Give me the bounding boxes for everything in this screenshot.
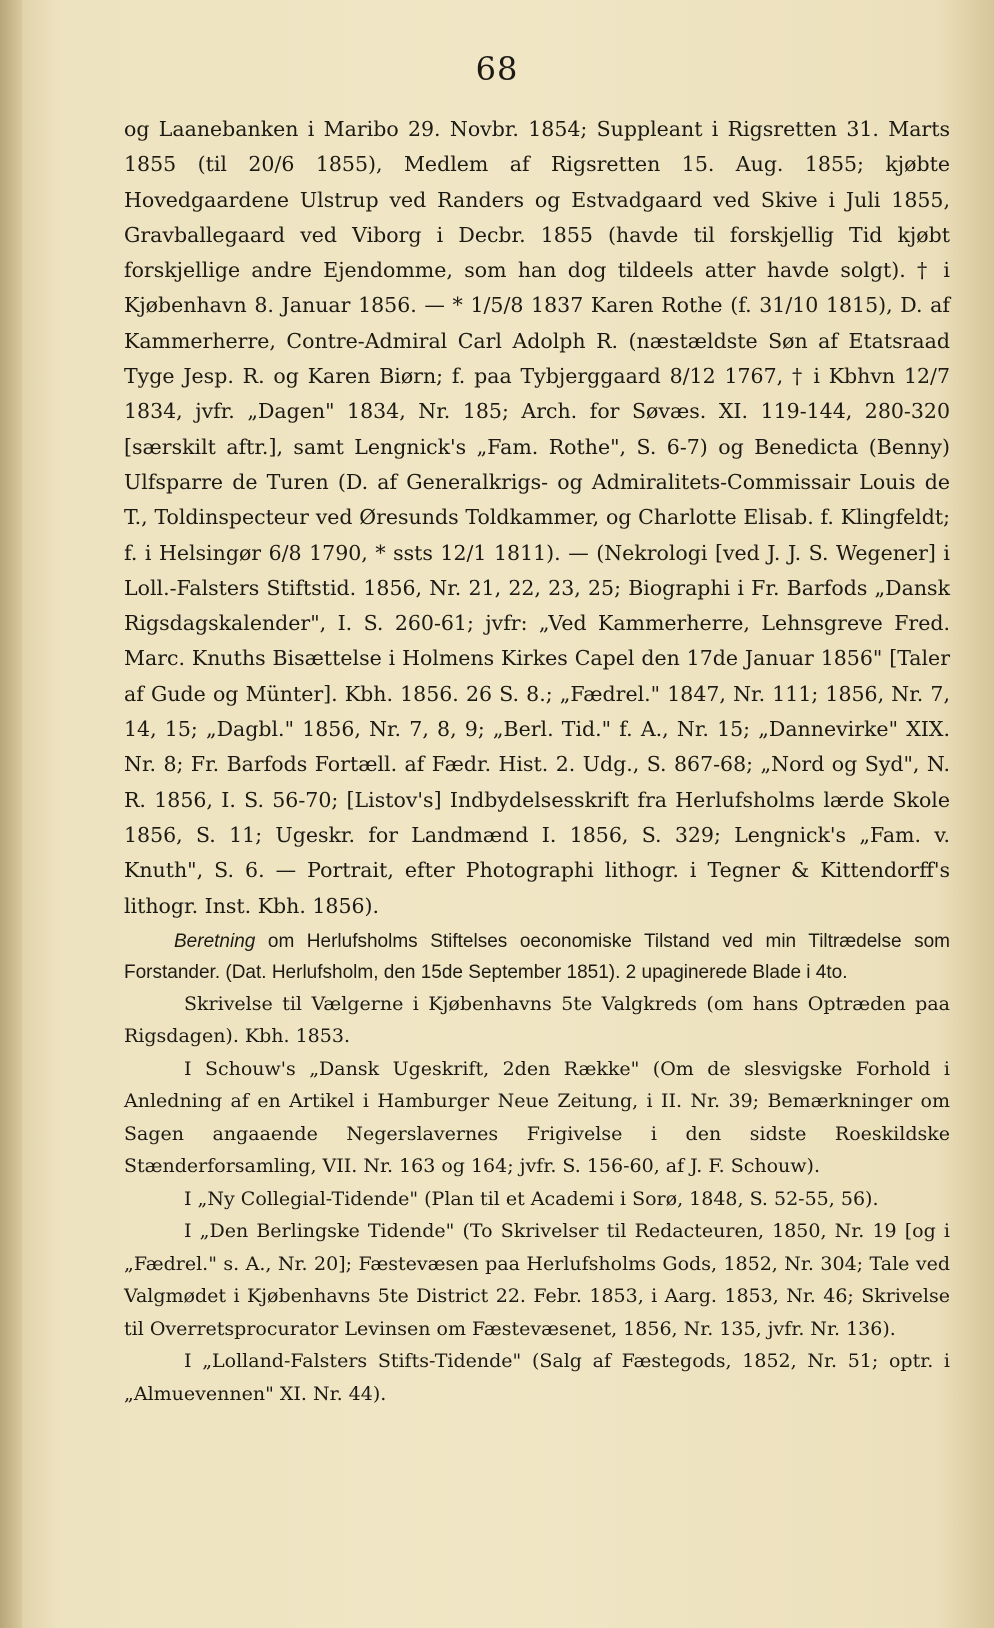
paragraph-biography: og Laanebanken i Maribo 29. Novbr. 1854; Suppleant i Rigsretten 31. Marts 1855 (til 20/6 1855), Medlem af Rigsretten 15. Aug. 1855; kjøbte Hovedgaardene Ulstrup ved Randers og Estvadgaard ved Skive i Juli 1855, Gravballegaard ved Viborg i Decbr. 1855 (havde til forskjellig Tid kjøbt forskjellige andre Ejendomme, som han dog tildeels atter havde solgt). † i Kjøbenhavn 8. Januar 1856. — * 1/5/8 1837 Karen Rothe (f. 31/10 1815), D. af Kammerherre, Contre-Admiral Carl Adolph R. (næstældste Søn af Etatsraad Tyge Jesp. R. og Karen Biørn; f. paa Tybjerggaard 8/12 1767, † i Kbhvn 12/7 1834, jvfr. „Dagen" 1834, Nr. 185; Arch. for Søvæs. XI. 119-144, 280-320 [særskilt aftr.], samt Lengnick's „Fam. Rothe", S. 6-7) og Benedicta (Benny) Ulfsparre de Turen (D. af Generalkrigs- og Admiralitets-Commissair Louis de T., Toldinspecteur ved Øresunds Toldkammer, og Charlotte Elisab. f. Klingfeldt; f. i Helsingør 6/8 1790, * ssts 12/1 1811). — (Nekrologi [ved J. J. S. Wegener] i Loll.-Falsters Stiftstid. 1856, Nr. 21, 22, 23, 25; Biographi i Fr. Barfods „Dansk Rigsdagskalender", I. S. 260-61; jvfr: „Ved Kammerherre, Lehnsgreve Fred. Marc. Knuths Bisættelse i Holmens Kirkes Capel den 17de Januar 1856" [Taler af Gude og Münter]. Kbh. 1856. 26 S. 8.; „Fædrel." 1847, Nr. 111; 1856, Nr. 7, 14, 15; „Dagbl." 1856, Nr. 7, 8, 9; „Berl. Tid." f. A., Nr. 15; „Dannevirke" XIX. Nr. 8; Fr. Barfods Fortæll. af Fædr. Hist. 2. Udg., S. 867-68; „Nord og Syd", N. R. 1856, I. S. 56-70; [Listov's] Indbydelsesskrift fra Herlufsholms lærde Skole 1856, S. 11; Ugeskr. for Landmænd I. 1856, S. 329; Lengnick's „Fam. v. Knuth", S. 6. — Portrait, efter Photographi lithogr. i Tegner & Kittendorff's lithogr. Inst. Kbh. 1856). [124,117,950,918]
beretning-lead: Beretning [174,930,256,952]
text-body [124,112,950,1410]
page-number: 68 [475,50,519,88]
beretning-text: om Herlufsholms Stiftelses oeconomiske Tilstand ved min Tiltrædelse som Forstander. (Dat. Herlufsholm, den 15de September 1851). 2 upaginerede Blade i 4to. [124,930,950,983]
paragraph-collegial: I „Ny Collegial-Tidende" (Plan til et Academi i Sorø, 1848, S. 52-55, 56). [184,1187,879,1210]
paragraph-berlingske: I „Den Berlingske Tidende" (To Skrivelser til Redacteuren, 1850, Nr. 19 [og i „Fædrel." s. A., Nr. 20]; Fæstevæsen paa Herlufsholms Gods, 1852, Nr. 304; Tale ved Valgmødet i Kjøbenhavns 5te District 22. Febr. 1853, i Aarg. 1853, Nr. 46; Skrivelse til Overretsprocurator Levinsen om Fæstevæsenet, 1856, Nr. 135, jvfr. Nr. 136). [124,1220,950,1340]
paragraph-schouw: I Schouw's „Dansk Ugeskrift, 2den Række" (Om de slesvigske Forhold i Anledning af en Artikel i Hamburger Neue Zeitung, i II. Nr. 39; Bemærkninger om Sagen angaaende Negerslavernes Frigivelse i den sidste Roeskildske Stænderforsamling, VII. Nr. 163 og 164; jvfr. S. 156-60, af J. F. Schouw). [124,1057,950,1178]
binding-shadow [0,0,22,1628]
paragraph-skrivelse: Skrivelse til Vælgerne i Kjøbenhavns 5te Valgkreds (om hans Optræden paa Rigsdagen). Kbh. 1853. [124,992,950,1048]
paragraph-lolland: I „Lolland-Falsters Stifts-Tidende" (Salg af Fæstegods, 1852, Nr. 51; optr. i „Almuevennen" XI. Nr. 44). [124,1350,950,1405]
paragraph-beretning [124,926,950,988]
